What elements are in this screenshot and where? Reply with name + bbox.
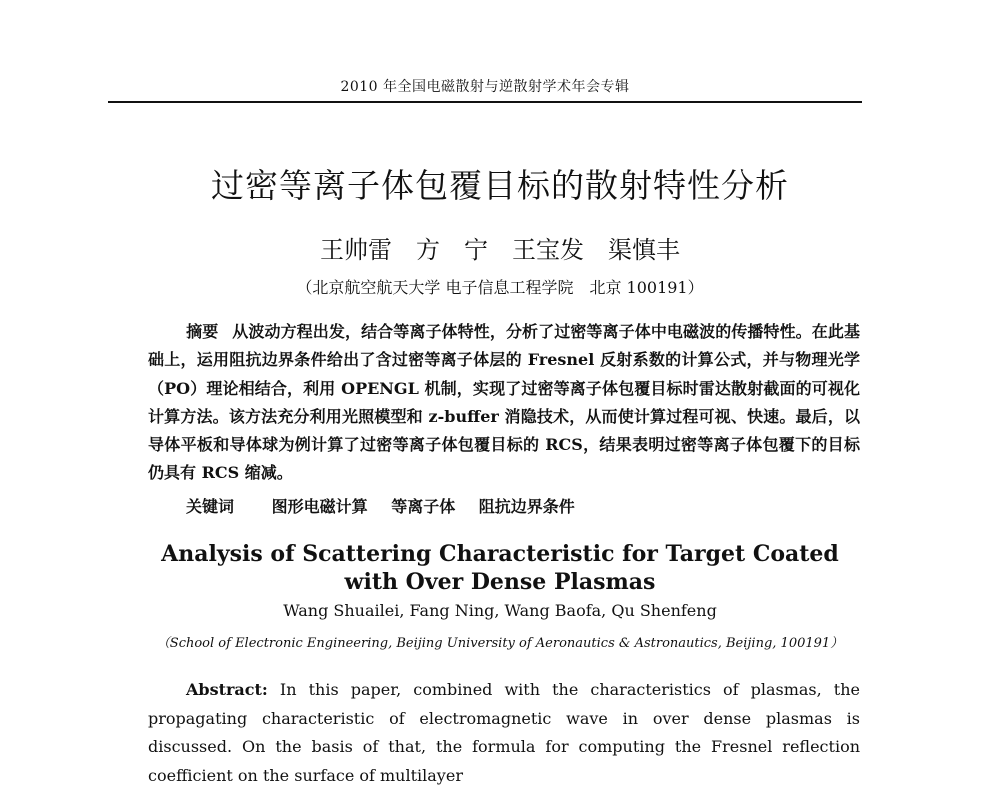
keywords-label: 关键词 [186,497,235,516]
title-english-line-2: with Over Dense Plasmas [344,569,656,595]
abstract-chinese-label: 摘要 [186,322,219,341]
authors-chinese: 王帅雷 方 宁 王宝发 渠慎丰 [320,236,680,264]
abstract-english-label: Abstract: [186,680,268,699]
authors-english: Wang Shuailei, Fang Ning, Wang Baofa, Qu Shenfeng [283,601,717,620]
title-chinese: 过密等离子体包覆目标的散射特性分析 [211,166,789,205]
keyword: 图形电磁计算 [271,497,368,516]
abstract-chinese-text: 从波动方程出发，结合等离子体特性，分析了过密等离子体中电磁波的传播特性。在此基础上，运用阻抗边界条件给出了含过密等离子体层的 Fresnel 反射系数的计算公式，并与物理光学（PO）理论相结合，利用 OPENGL 机制，实现了过密等离子体包覆目标时雷达散射截面的可视化计算方法。该方法充分利用光照模型和 z-buffer 消隐技术，从而使计算过程可视、快速。最后，以导体平板和导体球为例计算了过密等离子体包覆目标的 RCS，结果表明过密等离子体包覆下的目标仍具有 RCS 缩减。 [148,322,860,483]
title-english-line-1: Analysis of Scattering Characteristic for Target Coated [161,541,839,567]
abstract-chinese [148,318,860,488]
abstract-english [148,676,860,790]
affiliation-english: （School of Electronic Engineering, Beijing University of Aeronautics & Astronautics, Beijing, 100191） [156,636,844,651]
header-rule [108,101,862,103]
journal-header: 2010 年全国电磁散射与逆散射学术年会专辑 [340,79,630,95]
title-english [0,540,1000,596]
abstract-english-text: In this paper, combined with the characteristics of plasmas, the propagating characteristic of electromagnetic wave in over dense plasmas is discussed. On the basis of that, the formula for computing the Fresnel reflection coefficient on the surface of multilayer [148,680,860,785]
keywords-chinese [186,494,860,517]
affiliation-chinese: （北京航空航天大学 电子信息工程学院 北京 100191） [296,278,704,297]
keyword: 阻抗边界条件 [478,497,575,516]
keyword: 等离子体 [391,497,456,516]
